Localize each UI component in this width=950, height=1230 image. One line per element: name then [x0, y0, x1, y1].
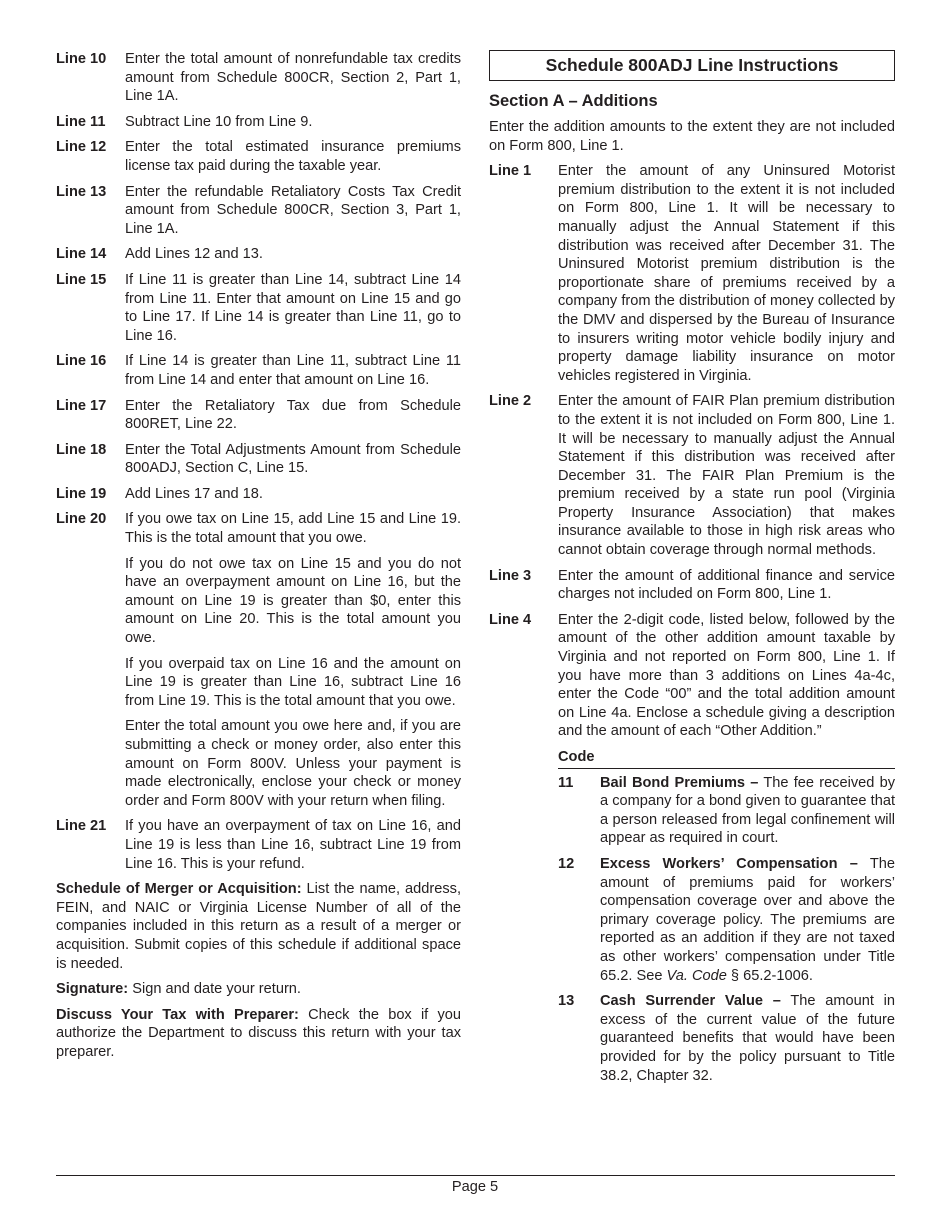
left-column — [56, 50, 461, 1069]
line-instruction — [56, 50, 461, 106]
line-text: Subtract Line 10 from Line 9. — [125, 113, 313, 130]
code-description — [600, 855, 895, 985]
line-instruction — [489, 162, 895, 385]
line-text: Enter the 2-digit code, listed below, followed by the amount of the other addition amount taxable by Virginia and not reported on Form 800, Line 1. If you have more than 3 additions on Lines 4a-4c, enter the Code “00” and the total addition amount on Line 4a. Enclose a schedule giving a description and the amount of each “Other Addition.” — [558, 611, 895, 740]
code-text: The amount of premiums paid for workers’ compensation coverage over and above the primary coverage policy. The premiums are reported as an addition if they are not taxed as other workers’ compensation under Title 65.2. See — [600, 855, 895, 984]
code-title: Excess Workers’ Compensation – — [600, 855, 858, 872]
line-instruction — [56, 397, 461, 434]
line-instruction — [56, 245, 461, 264]
line-continuation: Enter the total amount you owe here and, if you are submitting a check or money order, also enter this amount on Form 800V. Unless your payment is made electronically, enclose your check or money order and Form 800V with your return when filing. — [125, 718, 461, 809]
line-text: Enter the amount of additional finance and service charges not included on Form 800, Line 1. — [558, 567, 895, 603]
preparer-note — [56, 1006, 461, 1062]
merger-note — [56, 880, 461, 973]
code-text: The fee received by a company for a bond given to guarantee that a person released from legal confinement will appear as required in court. — [600, 774, 895, 847]
line-label: Line 18 — [56, 441, 107, 458]
line-instruction — [56, 138, 461, 175]
signature-note — [56, 980, 461, 999]
note-title: Discuss Your Tax with Preparer: — [56, 1006, 299, 1023]
line-instruction — [489, 611, 895, 741]
line-text: Enter the Retaliatory Tax due from Schedule 800RET, Line 22. — [125, 397, 461, 433]
line-text: Enter the amount of any Uninsured Motorist premium distribution to the extent it is not included on Form 800, Line 1. It will be necessary to manually adjust the Annual Statement if this distribution was received after December 31. The Uninsured Motorist premium distribution is the proportionate share of premiums received by a company from the distribution of money collected by the DMV and dispersed by the Bureau of Insurance to insurers writing motor vehicle bodily injury and property damage liability insurance on motor vehicles registered in Virginia. — [558, 163, 895, 384]
note-text: Check the box if you authorize the Department to discuss this return with your tax preparer. — [56, 1006, 461, 1060]
line-label: Line 10 — [56, 51, 107, 67]
line-instruction — [56, 113, 461, 132]
line-instruction — [56, 441, 461, 478]
line-text: If you owe tax on Line 15, add Line 15 and Line 19. This is the total amount that you owe. — [125, 511, 461, 547]
note-text: List the name, address, FEIN, and NAIC or Virginia License Number of all of the companies included in this return as a result of a merger or acquisition. Submit copies of this schedule if additional space is needed. — [56, 881, 461, 972]
line-text: Add Lines 17 and 18. — [125, 485, 263, 502]
note-title: Schedule of Merger or Acquisition: — [56, 881, 302, 898]
line-text: Add Lines 12 and 13. — [125, 246, 263, 263]
line-text: If Line 11 is greater than Line 14, subtract Line 14 from Line 11. Enter that amount on Line 15 and go to Line 17. If Line 14 is greater than Line 11, go to Line 16. — [125, 271, 461, 344]
line-text: If you have an overpayment of tax on Line 16, and Line 19 is less than Line 16, subtract Line 19 from Line 16. This is your refund. — [125, 818, 461, 872]
line-continuation: If you do not owe tax on Line 15 and you do not have an overpayment amount on Line 16, but the amount on Line 19 is greater than $0, enter this amount on Line 20. This is the total amount you owe. — [125, 555, 461, 647]
right-column — [489, 50, 895, 1092]
schedule-heading-box: Schedule 800ADJ Line Instructions — [489, 50, 895, 81]
line-label: Line 13 — [56, 183, 107, 200]
line-text: Enter the Total Adjustments Amount from Schedule 800ADJ, Section C, Line 15. — [125, 441, 461, 477]
code-text-tail: § 65.2-1006. — [726, 967, 813, 984]
code-number: 12 — [558, 855, 575, 872]
line-instruction — [56, 183, 461, 239]
code-title: Cash Surrender Value – — [600, 993, 781, 1010]
line-label: Line 15 — [56, 271, 107, 288]
code-number: 13 — [558, 993, 575, 1010]
section-heading: Section A – Additions — [489, 92, 658, 110]
line-label: Line 19 — [56, 485, 107, 502]
line-instruction — [56, 817, 461, 873]
line-label: Line 21 — [56, 818, 107, 835]
code-citation: Va. Code — [666, 967, 727, 984]
line-instruction — [489, 567, 895, 604]
code-title: Bail Bond Premiums – — [600, 774, 759, 791]
line-label: Line 14 — [56, 246, 107, 263]
line-text: If Line 14 is greater than Line 11, subtract Line 11 from Line 14 and enter that amount on Line 16. — [125, 353, 461, 388]
line-label: Line 20 — [56, 511, 107, 528]
line-instruction — [489, 392, 895, 559]
code-entry — [558, 992, 895, 1085]
line-text: Enter the amount of FAIR Plan premium distribution to the extent it is not included on Form 800, Line 1. It will be necessary to manually adjust the Annual Statement if this distribution was received after December 31. The FAIR Plan Premium is the premium received by a state run pool (Virginia Property Insurance Association) that makes insurance available to those in high risk areas who cannot obtain coverage through normal methods. — [558, 393, 895, 559]
code-description — [600, 774, 895, 848]
section-intro: Enter the addition amounts to the extent they are not included on Form 800, Line 1. — [489, 119, 895, 154]
line-instruction — [56, 352, 461, 389]
code-entry — [558, 774, 895, 848]
line-instruction — [56, 271, 461, 345]
page-number: Page 5 — [451, 1179, 499, 1195]
line-label: Line 11 — [56, 113, 106, 130]
line-label: Line 16 — [56, 353, 107, 370]
line-instruction — [56, 485, 461, 504]
line-label: Line 12 — [56, 139, 107, 156]
code-number: 11 — [558, 774, 574, 791]
line-text: Enter the refundable Retaliatory Costs Tax Credit amount from Schedule 800CR, Section 3, Part 1, Line 1A. — [125, 183, 461, 237]
line-label: Line 4 — [489, 611, 532, 628]
line-label: Line 3 — [489, 567, 532, 584]
line-text: Enter the total amount of nonrefundable tax credits amount from Schedule 800CR, Section 2, Part 1, Line 1A. — [125, 51, 461, 105]
line-label: Line 17 — [56, 397, 107, 414]
line-instruction — [56, 510, 461, 547]
code-heading: Code — [558, 748, 895, 769]
line-label: Line 2 — [489, 393, 532, 410]
line-text: Enter the total estimated insurance premiums license tax paid during the taxable year. — [125, 139, 461, 174]
code-description — [600, 992, 895, 1085]
code-text: The amount in excess of the current value of the future guaranteed benefits that would have been provided for by the policy pursuant to Title 38.2, Chapter 32. — [600, 993, 895, 1084]
code-entry — [558, 855, 895, 985]
line-label: Line 1 — [489, 163, 532, 180]
note-title: Signature: — [56, 981, 129, 998]
line-continuation: If you overpaid tax on Line 16 and the amount on Line 19 is greater than Line 16, subtract Line 16 from Line 19. This is the total amount that you owe. — [125, 655, 461, 709]
footer-rule — [56, 1175, 895, 1176]
note-text: Sign and date your return. — [128, 981, 301, 998]
